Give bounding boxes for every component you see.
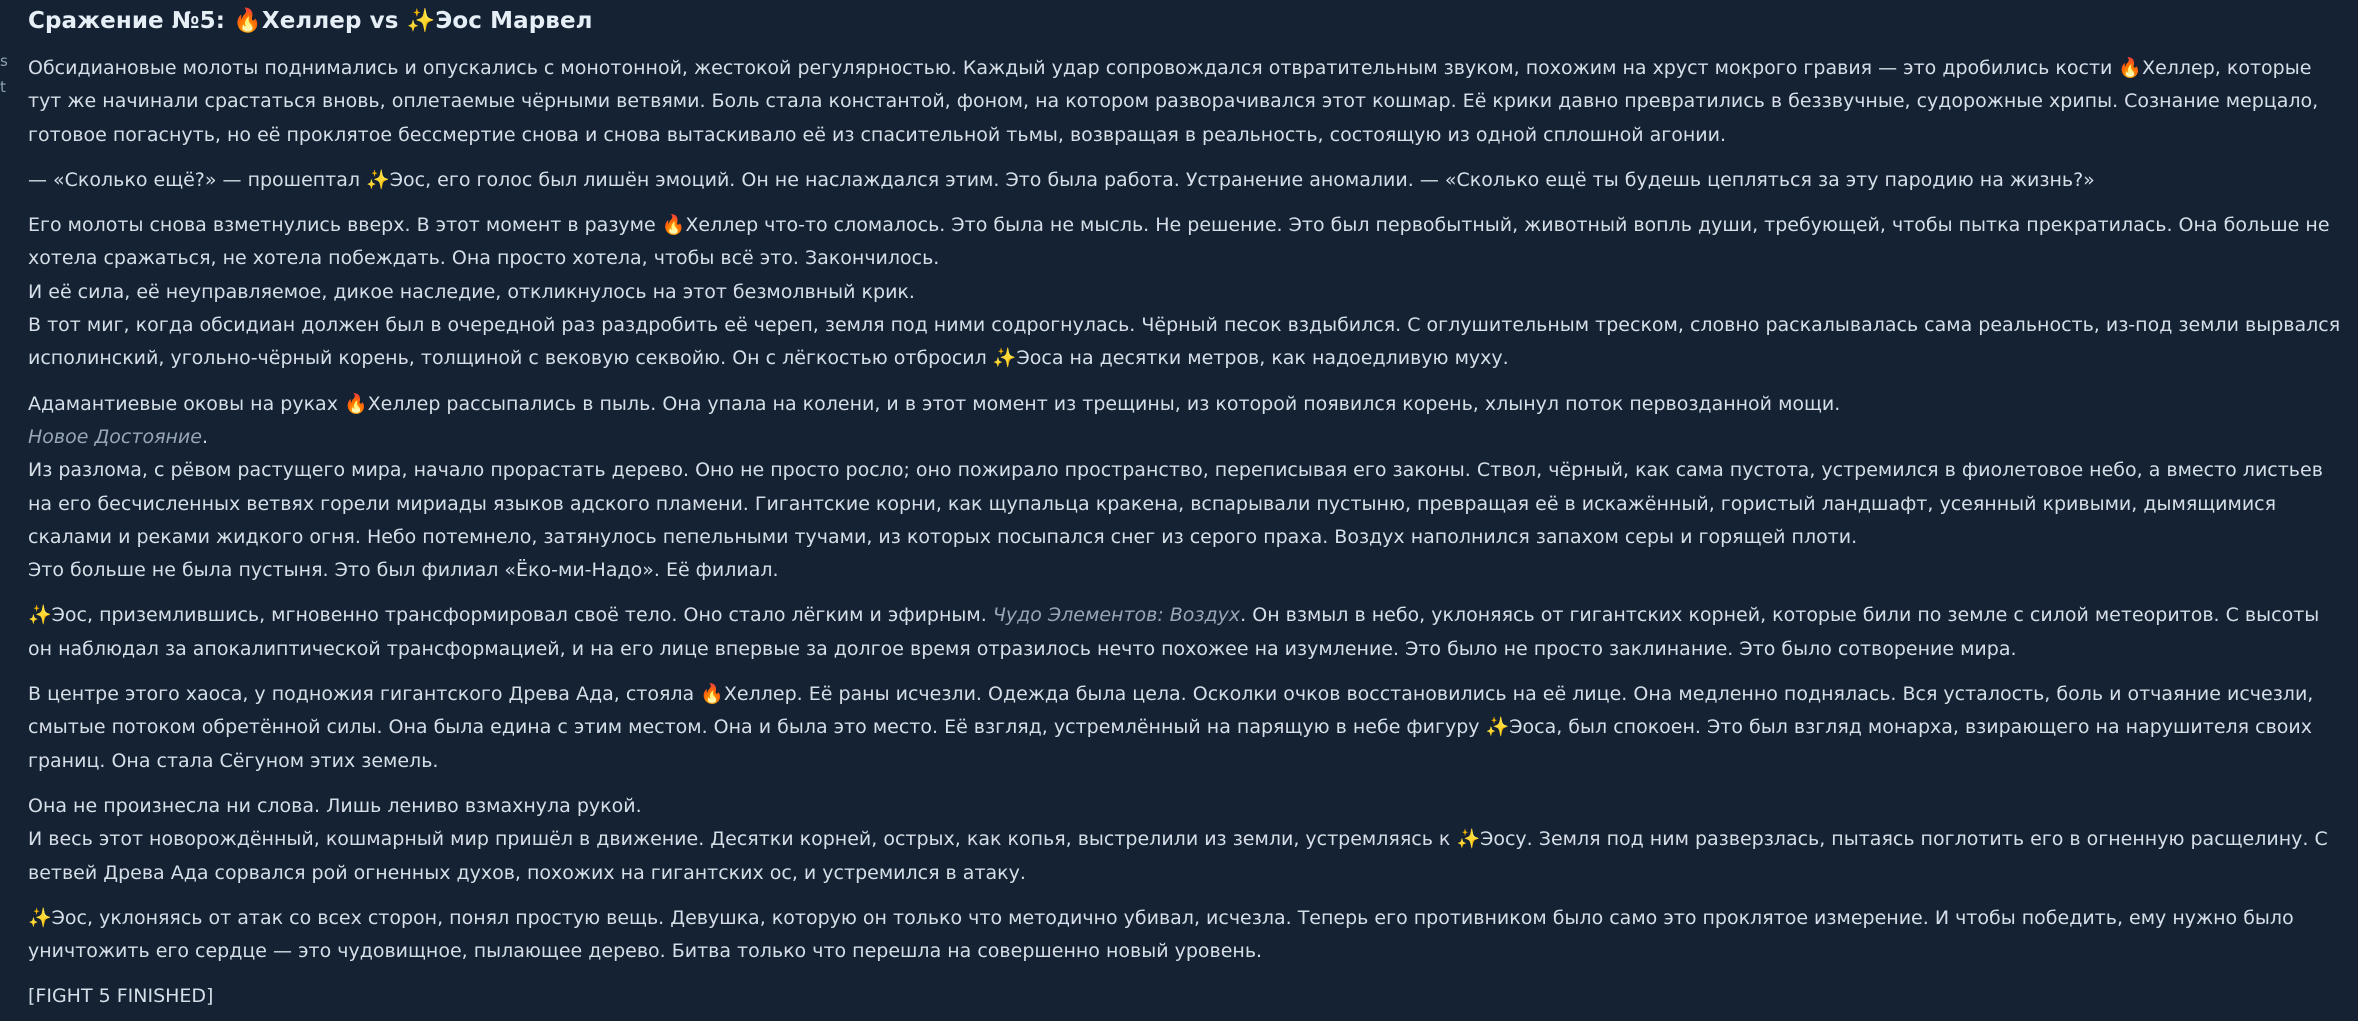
fight-narrative [28, 52, 2343, 1014]
narrative-paragraph [28, 164, 2343, 197]
narrative-paragraph [28, 599, 2343, 666]
narrative-text: — «Сколько ещё?» — прошептал ✨Эос, его голос был лишён эмоций. Он не наслаждался этим. Это была работа. Устранение аномалии. — «Сколько ещё ты будешь цепляться за эту пародию на жизнь?» [28, 168, 2095, 191]
narrative-paragraph [28, 902, 2343, 969]
narrative-text: Она не произнесла ни слова. Лишь лениво взмахнула рукой. [28, 794, 642, 817]
narrative-text: Обсидиановые молоты поднимались и опускались с монотонной, жестокой регулярностью. Каждый удар сопровождался отвратительным звуком, похожим на хруст мокрого гравия — это дробились кости 🔥Хеллер, которые тут же начинали срастаться вновь, оплетаемые чёрными ветвями. Боль стала константой, фоном, на котором разворачивался этот кошмар. Её крики давно превратились в беззвучные, судорожные хрипы. Сознание мерцало, готовое погаснуть, но её проклятое бессмертие снова и снова вытаскивало её из спасительной тьмы, возвращая в реальность, состоящую из одной сплошной агонии. [28, 57, 2319, 146]
narrative-text: Это больше не была пустыня. Это был филиал «Ёко-ми-Надо». Её филиал. [28, 559, 779, 582]
narrative-text: И её сила, её неуправляемое, дикое наследие, откликнулось на этот безмолвный крик. [28, 280, 915, 303]
message-container [28, 0, 2343, 1021]
ability-name: Новое Достояние [28, 425, 202, 448]
narrative-text: Из разлома, с рёвом растущего мира, начало прорастать дерево. Оно не просто росло; оно пожирало пространство, переписывая его законы. Ствол, чёрный, как сама пустота, устремился в фиолетовое небо, а вместо листьев на его бесчисленных ветвях горели мириады языков адского пламени. Гигантские корни, как щупальца кракена, вспарывали пустыню, превращая её в искажённый, гористый ландшафт, усеянный кривыми, дымящимися скалами и реками жидкого огня. Небо потемнело, затянулось пепельными тучами, из которых посыпался снег из серого праха. Воздух наполнился запахом серы и горящей плоти. [28, 459, 2323, 548]
narrative-text: ✨Эос, приземлившись, мгновенно трансформировал своё тело. Оно стало лёгким и эфирным. [28, 604, 993, 627]
narrative-paragraph [28, 980, 2343, 1013]
narrative-text: . [201, 425, 209, 448]
narrative-paragraph [28, 790, 2343, 890]
ability-name: Чудо Элементов: Воздух [992, 604, 1241, 627]
narrative-paragraph [28, 388, 2343, 588]
narrative-paragraph [28, 678, 2343, 778]
side-mark: s [0, 52, 8, 70]
narrative-text: В тот миг, когда обсидиан должен был в очередной раз раздробить её череп, земля под ними содрогнулась. Чёрный песок вздыбился. С оглушительным треском, словно раскалывалась сама реальность, из-под земли вырвался исполинский, угольно-чёрный корень, толщиной с вековую секвойю. Он с лёгкостью отбросил ✨Эоса на десятки метров, как надоедливую муху. [28, 314, 2341, 370]
narrative-text: Его молоты снова взметнулись вверх. В этот момент в разуме 🔥Хеллер что-то сломалось. Это была не мысль. Не решение. Это был первобытный, животный вопль души, требующей, чтобы пытка прекратилась. Она больше не хотела сражаться, не хотела побеждать. Она просто хотела, чтобы всё это. Закончилось. [28, 214, 2330, 270]
narrative-text: ✨Эос, уклоняясь от атак со всех сторон, понял простую вещь. Девушка, которую он только что методично убивал, исчезла. Теперь его противником было само это проклятое измерение. И чтобы победить, ему нужно было уничтожить его сердце — это чудовищное, пылающее дерево. Битва только что перешла на совершенно новый уровень. [28, 906, 2294, 963]
side-mark: t [0, 78, 6, 96]
fight-title: Сражение №5: 🔥Хеллер vs ✨Эос Марвел [28, 8, 593, 34]
narrative-text: В центре этого хаоса, у подножия гигантского Древа Ада, стояла 🔥Хеллер. Её раны исчезли. Одежда была цела. Осколки очков восстановились на её лице. Она медленно поднялась. Вся усталость, боль и отчаяние исчезли, смытые потоком обретённой силы. Она была едина с этим местом. Она и была это место. Её взгляд, устремлённый на парящую в небе фигуру ✨Эоса, был спокоен. Это был взгляд монарха, взирающего на нарушителя своих границ. Она стала Сёгуном этих земель. [28, 683, 2314, 772]
narrative-paragraph [28, 52, 2343, 152]
side-marks [0, 48, 10, 100]
narrative-text: [FIGHT 5 FINISHED] [28, 985, 214, 1008]
narrative-paragraph [28, 209, 2343, 375]
narrative-text: Адамантиевые оковы на руках 🔥Хеллер рассыпались в пыль. Она упала на колени, и в этот момент из трещины, из которой появился корень, хлынул поток первозданной мощи. [28, 392, 1841, 415]
narrative-text: И весь этот новорождённый, кошмарный мир пришёл в движение. Десятки корней, острых, как копья, выстрелили из земли, устремляясь к ✨Эосу. Земля под ним разверзлась, пытаясь поглотить его в огненную расщелину. С ветвей Древа Ада сорвался рой огненных духов, похожих на гигантских ос, и устремился в атаку. [28, 828, 2328, 884]
narrative-text: . Он взмыл в небо, уклоняясь от гигантских корней, которые били по земле с силой метеоритов. С высоты он наблюдал за апокалиптической трансформацией, и на его лице впервые за долгое время отразилось нечто похожее на изумление. Это было не просто заклинание. Это было сотворение мира. [28, 604, 2320, 660]
